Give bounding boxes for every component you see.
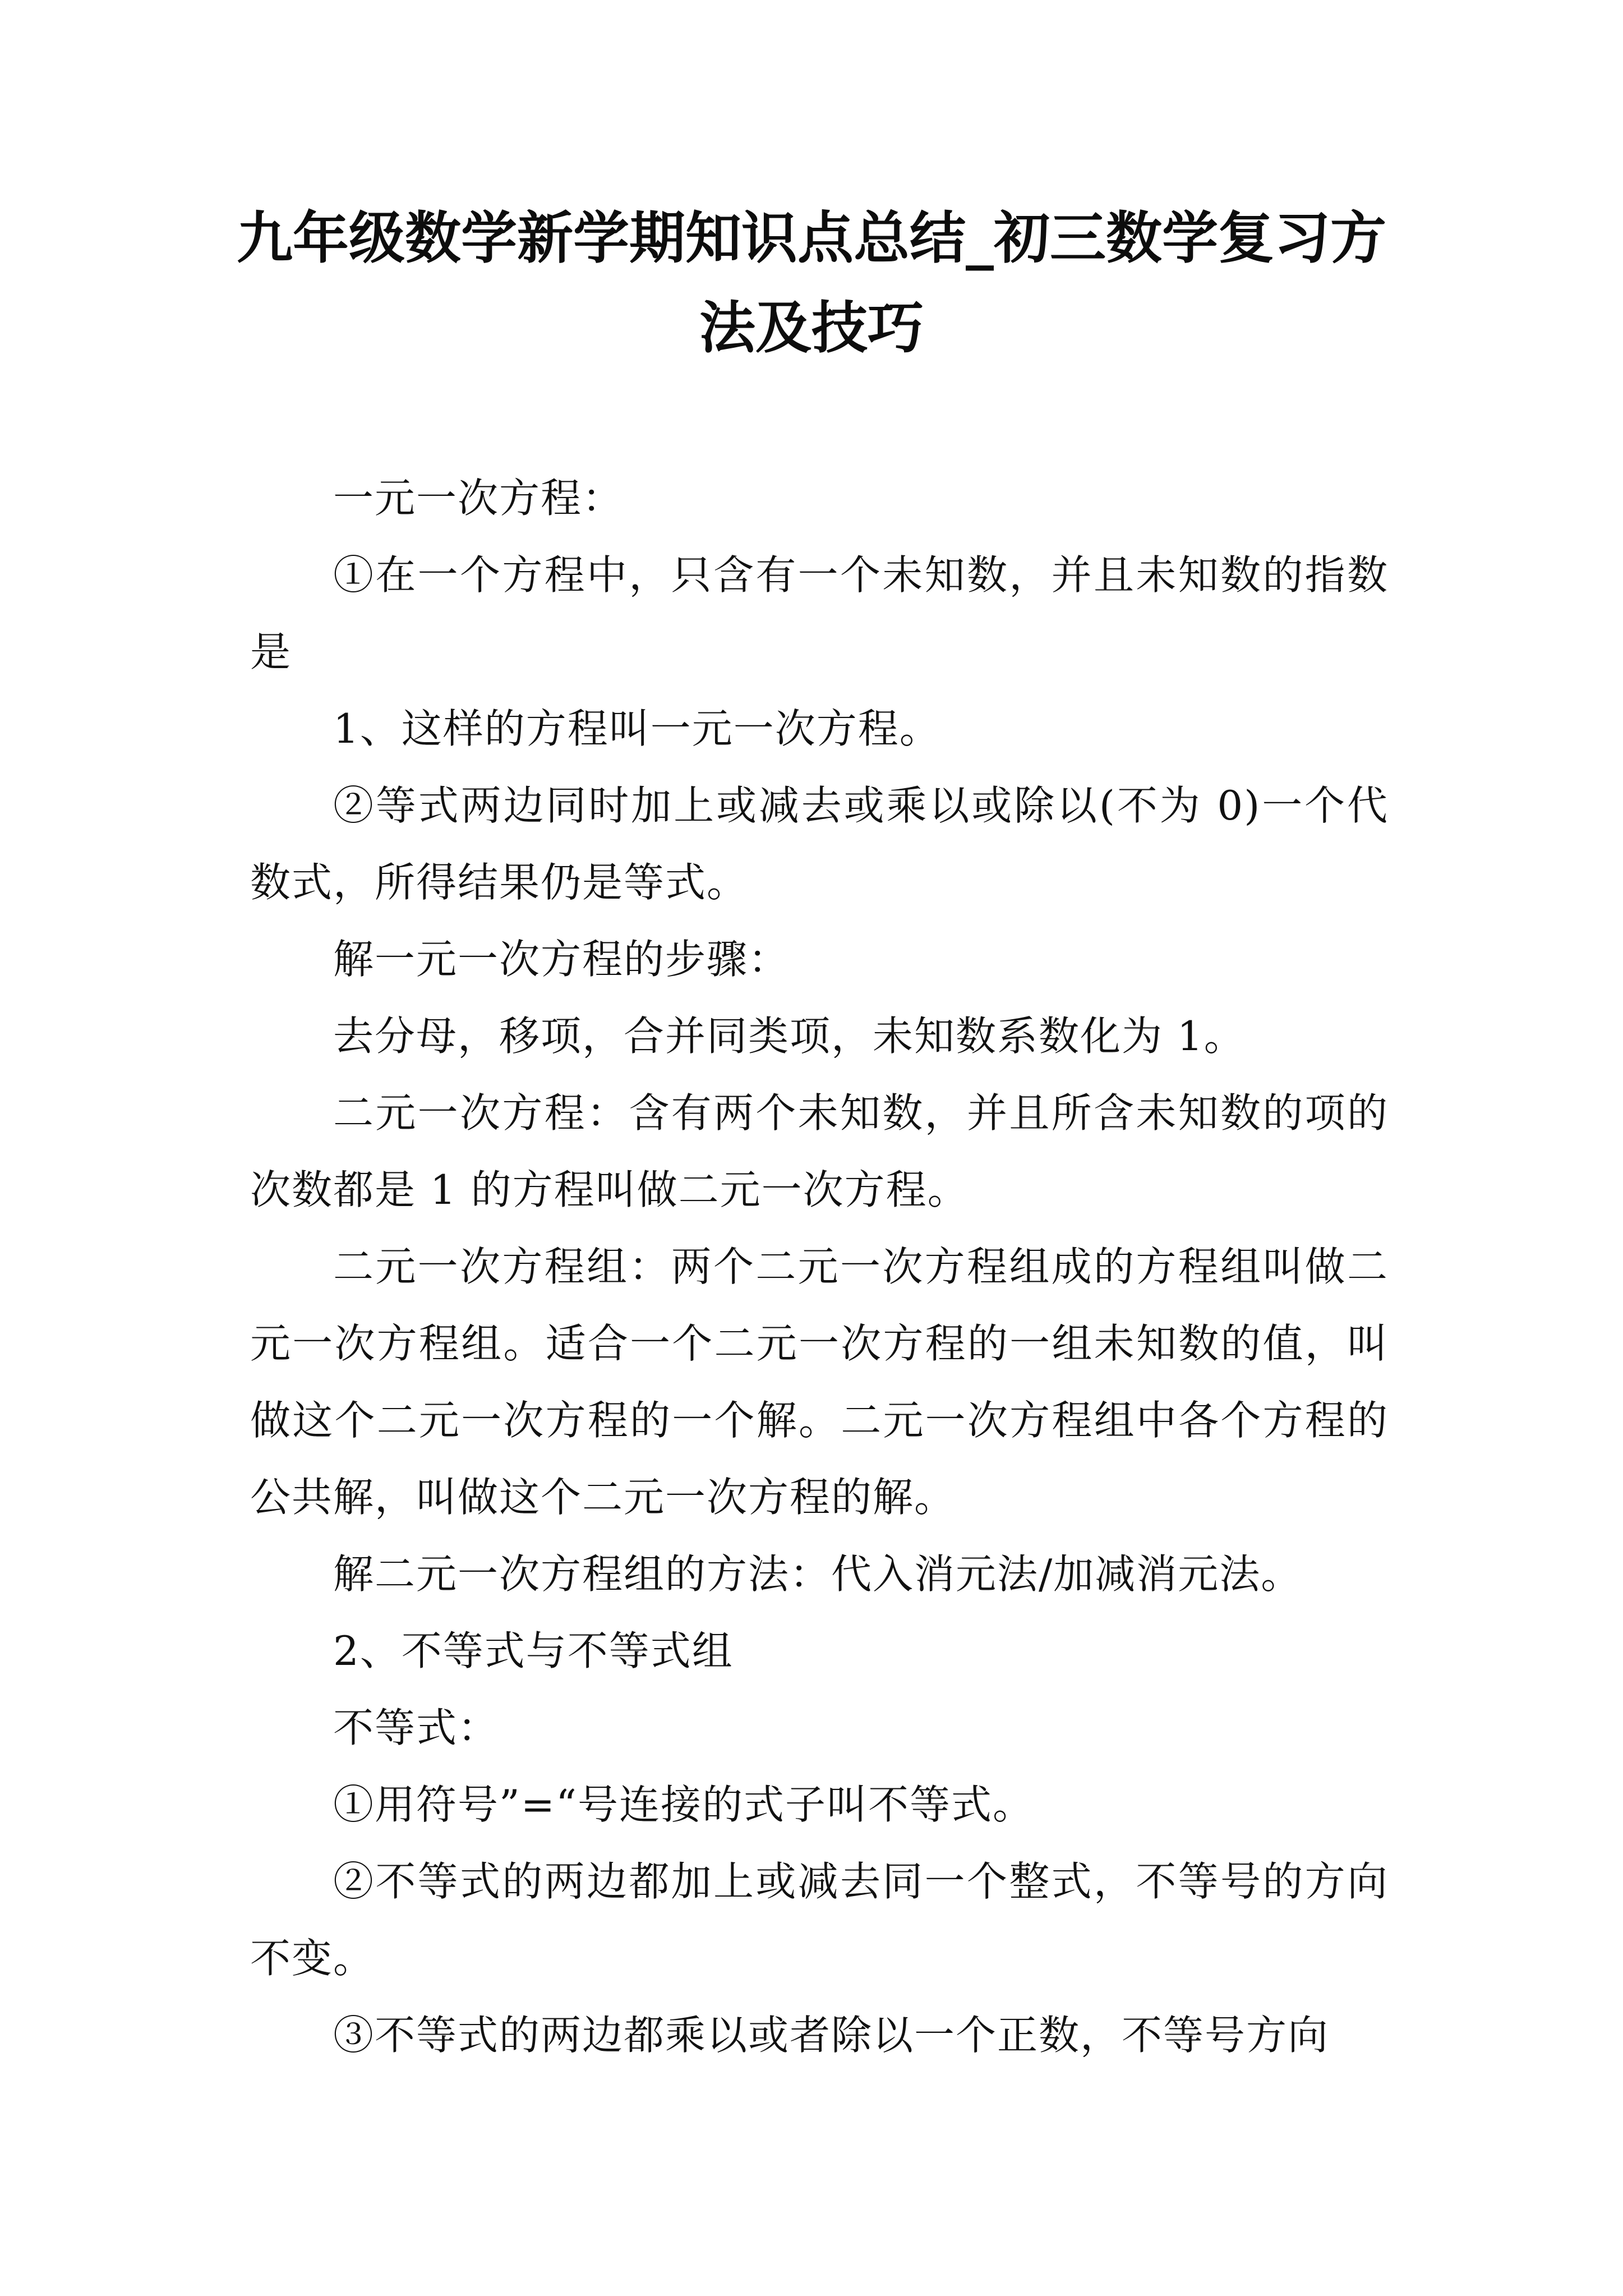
paragraph-inequality-property-add: ②不等式的两边都加上或减去同一个整式，不等号的方向不变。 — [250, 1858, 1389, 1982]
paragraph-solving-steps: 去分母，移项，合并同类项，未知数系数化为 1。 — [333, 1013, 1246, 1060]
paragraph-equation-property: ②等式两边同时加上或减去或乘以或除以(不为 0)一个代数式，所得结果仍是等式。 — [250, 782, 1389, 906]
paragraph-linear-equation-definition: ①在一个方程中，只含有一个未知数，并且未知数的指数是 — [250, 551, 1389, 675]
paragraph-inequality-definition: ①用符号”=“号连接的式子叫不等式。 — [333, 1781, 1034, 1828]
paragraph-two-variable-system: 二元一次方程组：两个二元一次方程组成的方程组叫做二元一次方程组。适合一个二元一次方程的一组未知数的值，叫做这个二元一次方程的一个解。二元一次方程组中各个方程的公共解，叫做这个二元一次方程的解。 — [250, 1243, 1389, 1521]
paragraph-inequality-heading: 不等式： — [333, 1704, 500, 1751]
paragraph-system-methods: 解二元一次方程组的方法：代入消元法/加减消元法。 — [333, 1550, 1303, 1598]
paragraph-two-variable-equation: 二元一次方程：含有两个未知数，并且所含未知数的项的次数都是 1 的方程叫做二元一次方程。 — [250, 1089, 1389, 1213]
paragraph-linear-equation-heading: 一元一次方程： — [333, 475, 624, 522]
document-title: 九年级数学新学期知识点总结_初三数学复习方法及技巧 — [237, 205, 1386, 361]
paragraph-inequality-property-multiply: ③不等式的两边都乘以或者除以一个正数，不等号方向 — [333, 2012, 1330, 2059]
document-body — [250, 460, 1389, 2074]
paragraph-inequality-section: 2、不等式与不等式组 — [333, 1627, 734, 1674]
paragraph-linear-equation-definition-cont: 1、这样的方程叫一元一次方程。 — [333, 705, 941, 752]
paragraph-solving-steps-heading: 解一元一次方程的步骤： — [333, 936, 790, 983]
